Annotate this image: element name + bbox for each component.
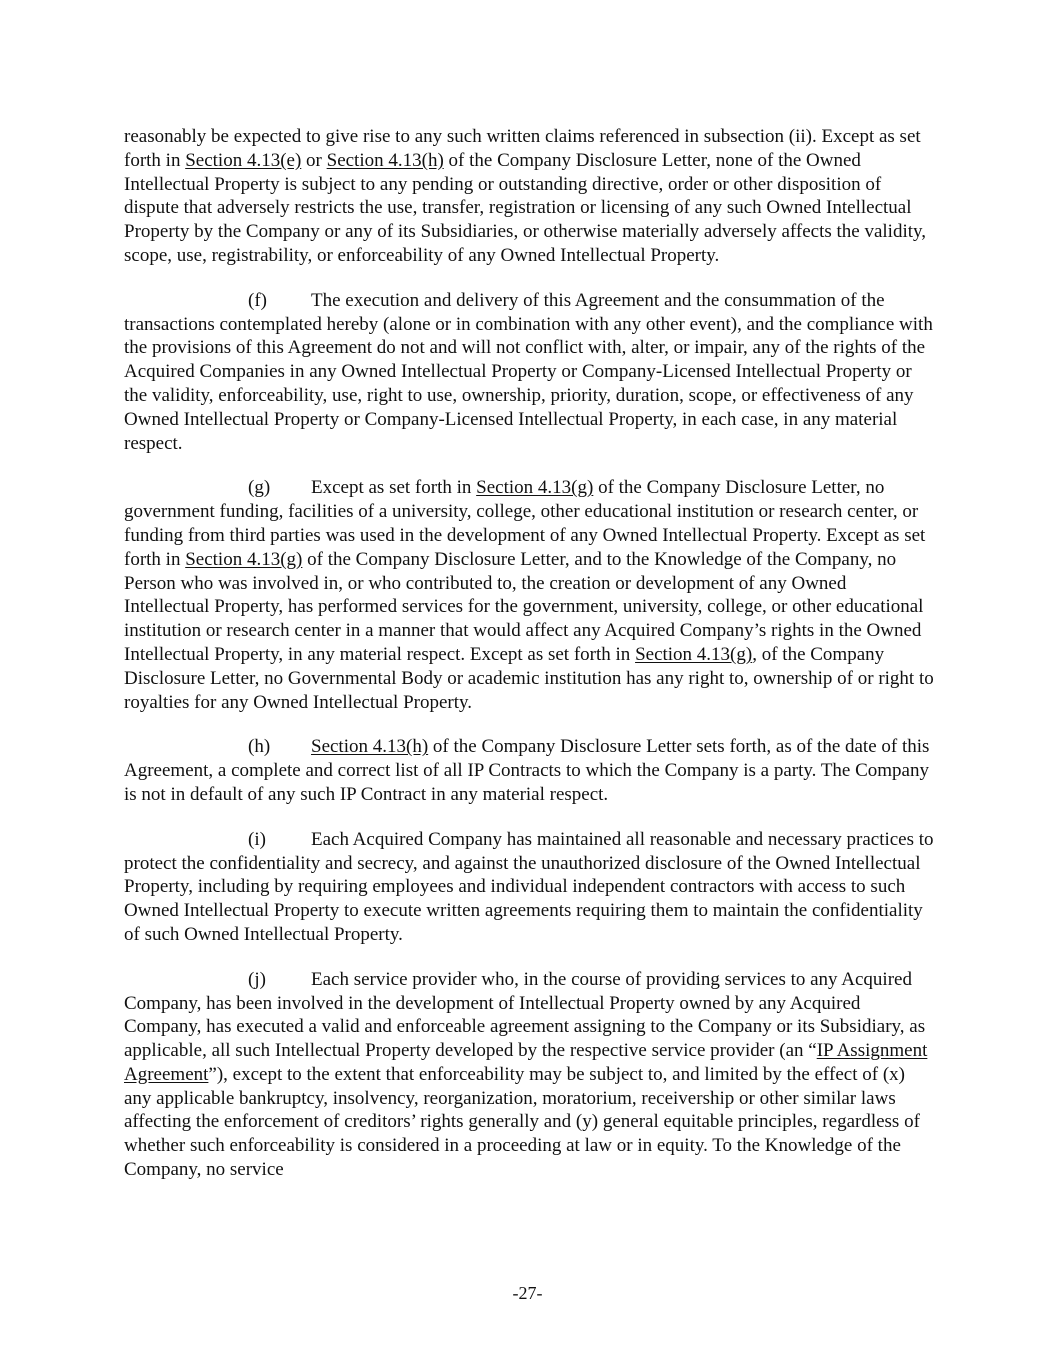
text-run: Each Acquired Company has maintained all reasonable and necessary practices to protect the confidentiality and secrecy, and against the unauthorized disclosure of the Owned Intellectual Property, including by requiring employees and individual independent contractors with access to such Owned Intellectual Property to execute written agreements requiring them to maintain the confidentiality of such Owned Intellectual Property. bbox=[124, 828, 934, 945]
paragraph-j bbox=[124, 968, 934, 1182]
paragraph-label: (f) bbox=[248, 289, 267, 311]
section-reference: Section 4.13(g) bbox=[635, 643, 753, 665]
text-run: or bbox=[301, 149, 327, 171]
paragraph-h bbox=[124, 735, 934, 806]
section-reference: Section 4.13(h) bbox=[326, 149, 444, 171]
text-run: of the Company Disclosure Letter, no government funding, facilities of a university, college, other educational institution or research center, or funding from third parties was used in the development of any Owned Intellectual Property. Except as set forth in bbox=[124, 477, 926, 570]
section-reference: Section 4.13(e) bbox=[185, 149, 302, 171]
section-reference: Section 4.13(h) bbox=[311, 736, 429, 758]
page-number: -27- bbox=[512, 1283, 543, 1303]
text-run: of the Company Disclosure Letter, none of the Owned Intellectual Property is subject to any pending or outstanding directive, order or other disposition of dispute that adversely restricts the use, transfer, registration or licensing of any such Owned Intellectual Property by the Company or any of its Subsidiaries, or otherwise materially adversely affects the validity, scope, use, registrability, or enforceability of any Owned Intellectual Property. bbox=[124, 149, 927, 266]
paragraph-f bbox=[124, 289, 934, 456]
text-run: , of the Company Disclosure Letter, no Governmental Body or academic institution has any right to, ownership of or right to royalties for any Owned Intellectual Property. bbox=[124, 643, 934, 713]
text-run: of the Company Disclosure Letter sets forth, as of the date of this Agreement, a complete and correct list of all IP Contracts to which the Company is a party. The Company is not in default of any such IP Contract in any material respect. bbox=[124, 736, 930, 805]
paragraph-label: (j) bbox=[248, 968, 266, 990]
text-run: reasonably be expected to give rise to any such written claims referenced in subsection (ii). Except as set forth in bbox=[124, 126, 921, 171]
section-reference: Section 4.13(g) bbox=[476, 477, 594, 499]
text-run: of the Company Disclosure Letter, and to the Knowledge of the Company, no Person who was involved in, or who contributed to, the creation or development of any Owned Intellectual Property, has performed services for the government, university, college, or other educational institution or research center in a manner that would affect any Acquired Company’s rights in the Owned Intellectual Property, in any material respect. Except as set forth in bbox=[124, 548, 924, 665]
paragraph-label: (i) bbox=[248, 828, 266, 850]
paragraph-i bbox=[124, 828, 934, 947]
paragraph-continuation bbox=[124, 125, 934, 268]
section-reference: Section 4.13(g) bbox=[185, 548, 303, 570]
defined-term: IP Assignment Agreement bbox=[124, 1040, 928, 1085]
text-run: The execution and delivery of this Agreement and the consummation of the transactions contemplated hereby (alone or in combination with any other event), and the compliance with the provisions of this Agreement do not and will not conflict with, alter, or impair, any of the rights of the Acquired Companies in any Owned Intellectual Property or Company-Licensed Intellectual Property or the validity, enforceability, use, right to use, ownership, priority, duration, scope, or effectiveness of any Owned Intellectual Property or Company-Licensed Intellectual Property, in each case, in any material respect. bbox=[124, 289, 933, 454]
text-run: Except as set forth in bbox=[311, 477, 477, 499]
paragraph-label: (g) bbox=[248, 477, 271, 499]
paragraph-g bbox=[124, 476, 934, 714]
text-run: Each service provider who, in the course of providing services to any Acquired Company, has been involved in the development of Intellectual Property owned by any Acquired Company, has executed a valid and enforceable agreement assigning to the Company or its Subsidiary, as applicable, all such Intellectual Property developed by the respective service provider (an “ bbox=[124, 968, 926, 1062]
paragraph-label: (h) bbox=[248, 736, 271, 758]
text-run: ”), except to the extent that enforceability may be subject to, and limited by the effect of (x) any applicable bankruptcy, insolvency, reorganization, moratorium, receivership or other similar laws affecting the enforcement of creditors’ rights generally and (y) general equitable principles, regardless of whether such enforceability is considered in a proceeding at law or in equity. To the Knowledge of the Company, no service bbox=[124, 1063, 920, 1181]
document-page-body bbox=[124, 125, 934, 1203]
